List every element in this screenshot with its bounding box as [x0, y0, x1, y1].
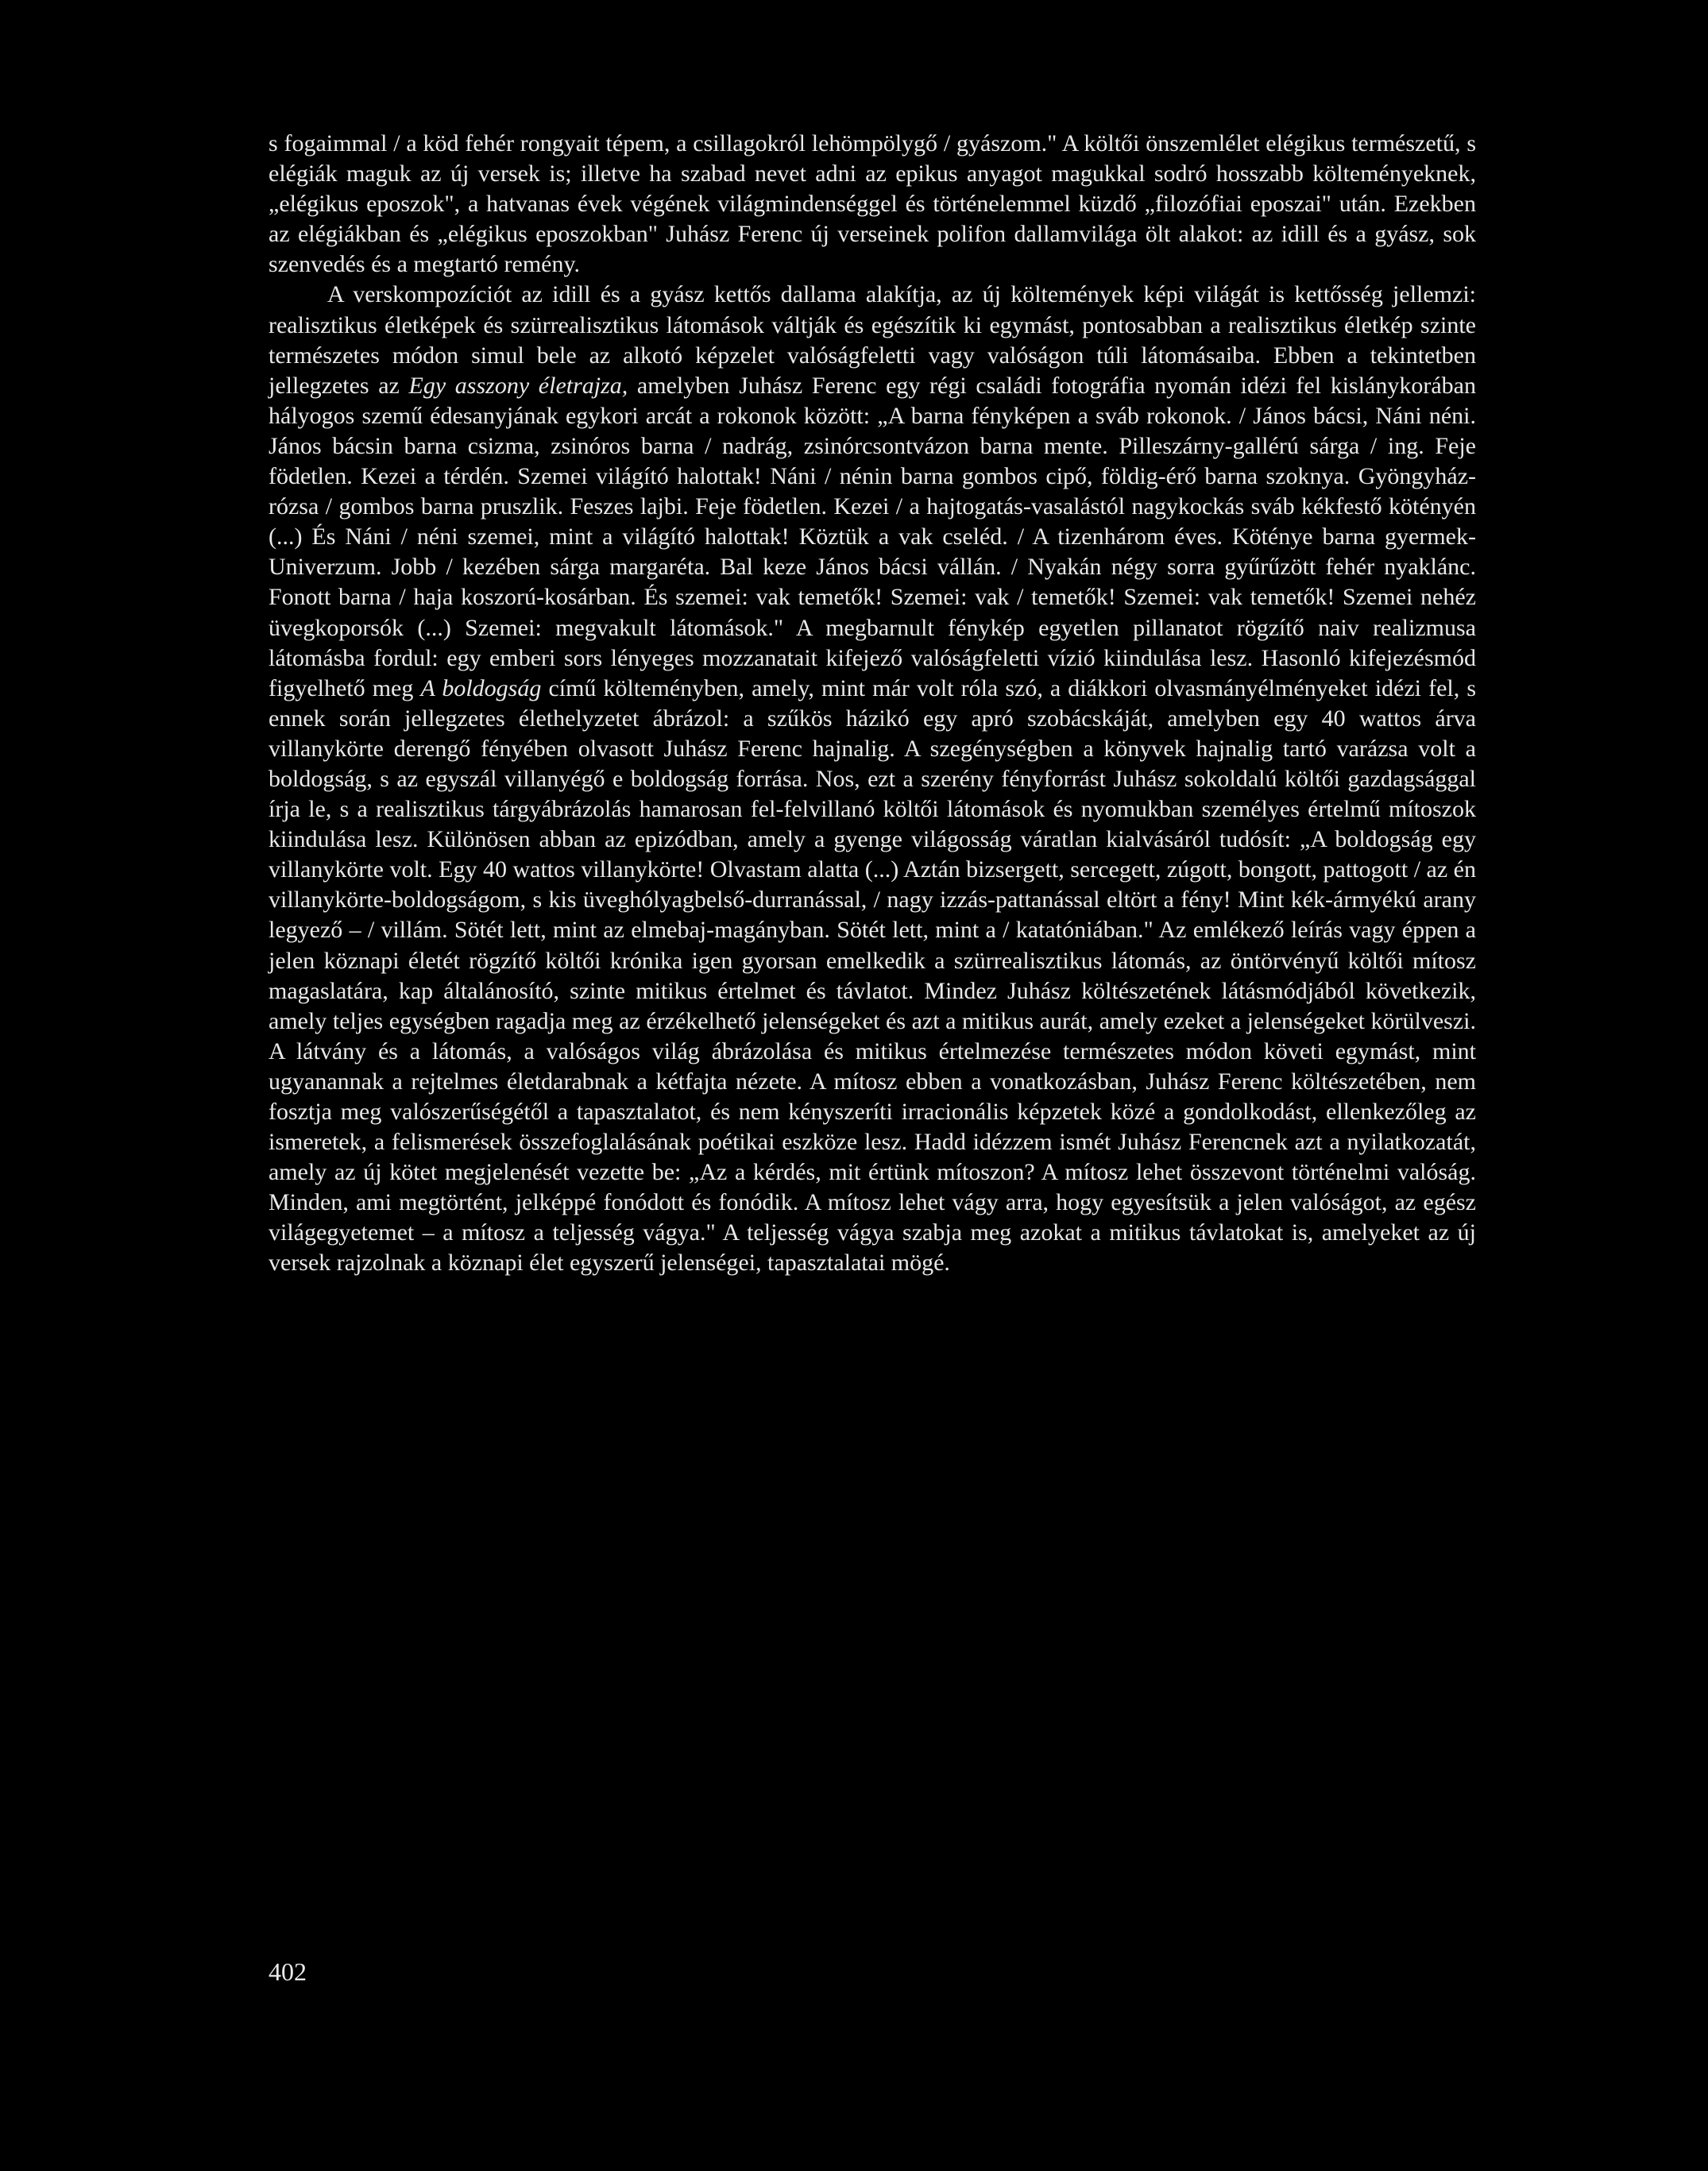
page-number: 402 — [269, 1957, 307, 1986]
paragraph-text: A verskompozíciót az idill és a gyász kettős dallama alakítja, az új költemények képi világát is kettősség jellemzi: realisztikus életképek és szürrealisztikus látomások váltják és egészítik ki egymást, pontosabban a realisztikus életkép szinte természetes módon simul bele az alkotó képzelet valóságfeletti vagy valóságon túli látomásaiba. Ebben a tekintetben jellegzetes az — [269, 281, 1476, 399]
paragraph-text: amelyben Juhász Ferenc egy régi családi fotográfia nyomán idézi fel kislánykorában hályogos szemű édesanyjának egykori arcát a rokonok között: „A barna fényképen a sváb rokonok. / János bácsi, Náni néni. János bácsin barna csizma, zsinóros barna / nadrág, zsinórcsontvázon barna mente. Pilleszárny-gallérú sárga / ing. Feje födetlen. Kezei a térdén. Szemei világító halottak! Náni / nénin barna gombos cipő, földig-érő barna szoknya. Gyöngyház-rózsa / gombos barna pruszlik. Feszes lajbi. Feje födetlen. Kezei / a hajtogatás-vasalástól nagykockás sváb kékfestő kötényén (...) És Náni / néni szemei, mint a világító halottak! Köztük a vak cseléd. / A tizenhárom éves. Kötényе barna gyermek-Univerzum. Jobb / kezében sárga margaréta. Bal keze János bácsi vállán. / Nyakán négy sorra gyűrűzött fehér nyaklánc. Fonott barna / haja koszorú-kosárban. És szemei: vak temetők! Szemei: vak / temetők! Szemei: vak temetők! Szemei nehéz üvegkoporsók (...) Szemei: megvakult látomások." A megbarnult fénykép egyetlen pillanatot rögzítő naiv realizmusa látomásba fordul: egy emberi sors lényeges mozzanatait kifejező valóságfeletti vízió kiindulása lesz. Hasonló kifejezésmód figyelhető meg — [269, 372, 1476, 701]
paragraph-text: című költeményben, amely, mint már volt róla szó, a diákkori olvasmányélményeket idézi fel, s ennek során jellegzetes élethelyzetet ábrázol: a szűkös házikó egy apró szobácskáját, amelyben egy 40 wattos árva villanykörte derengő fényében olvasott Juhász Ferenc hajnalig. A szegénységben a könyvek hajnalig tartó varázsa volt a boldogság, s az egyszál villanyégő e boldogság forrása. Nos, ezt a szerény fényforrást Juhász sokoldalú költői gazdagsággal írja le, s a realisztikus tárgyábrázolás hamarosan fel-felvillanó költői látomások és nyomukban személyes értelmű mítoszok kiindulása lesz. Különösen abban az epizódban, amely a gyenge világosság váratlan kialvásáról tudósít: „A boldogság egy villanykörte volt. Egy 40 wattos villanykörte! Olvastam alatta (...) Aztán bizsergett, sercegett, zúgott, bongott, pattogott / az én villanykörte-boldogságom, s kis üveghólyagbelső-durranással, / nagy izzás-pattanással eltört a fény! Mint kék-ármyékú arany legyező – / villám. Sötét lett, mint az elmebaj-magányban. Sötét lett, mint a / katatóniában." Az emlékező leírás vagy éppen a jelen köznapi életét rögzítő költői krónika igen gyorsan emelkedik a szürrealisztikus látomás, az öntörvényű költői mítosz magaslatára, kap általánosító, szinte mitikus értelmet és távlatot. Mindez Juhász költészetének látásmódjából következik, amely teljes egységben ragadja meg az érzékelhető jelenségeket és azt a mitikus aurát, amely ezeket a jelenségeket körülveszi. A látvány és a látomás, a valóságos világ ábrázolása és mitikus értelmezése természetes módon követi egymást, mint ugyanannak a rejtelmes életdarabnak a kétfajta nézete. A mítosz ebben a vonatkozásban, Juhász Ferenc költészetében, nem fosztja meg valószerűségétől a tapasztalatot, és nem kényszeríti irracionális képzetek közé a gondolkodást, ellenkezőleg az ismeretek, a felismerések összefoglalásának poétikai eszköze lesz. Hadd idézzem ismét Juhász Ferencnek azt a nyilatkozatát, amely az új kötet megjelenését vezette be: „Az a kérdés, mit értünk mítoszon? A mítosz lehet összevont történelmi valóság. Minden, ami megtörtént, jelképpé fonódott és fonódik. A mítosz lehet vágy arra, hogy egyesítsük a jelen valóságot, az egész világegyetemet – a mítosz a teljesség vágya." A teljesség vágya szabja meg azokat a mitikus távlatokat is, amelyeket az új versek rajzolnak a köznapi élet egyszerű jelenségei, tapasztalatai mögé. — [269, 674, 1477, 1277]
paragraph — [269, 280, 1476, 1278]
body-text — [269, 129, 1476, 1279]
poem-title: Egy asszony életrajza, — [408, 372, 628, 399]
poem-title: A boldogság — [420, 674, 542, 701]
paragraph: s fogaimmal / a köd fehér rongyait tépem, a csillagokról lehömpölygő / gyászom." A költői önszemlélet elégikus természetű, s elégiák maguk az új versek is; illetve ha szabad nevet adni az epikus anyagot magukkal sodró hosszabb költeményeknek, „elégikus eposzok", a hatvanas évek végének világmindenséggel és történelemmel küzdő „filozófiai eposzai" után. Ezekben az elégiákban és „elégikus eposzokban" Juhász Ferenc új verseinek polifon dallamvilága ölt alakot: az idill és a gyász, sok szenvedés és a megtartó remény. — [269, 130, 1476, 278]
